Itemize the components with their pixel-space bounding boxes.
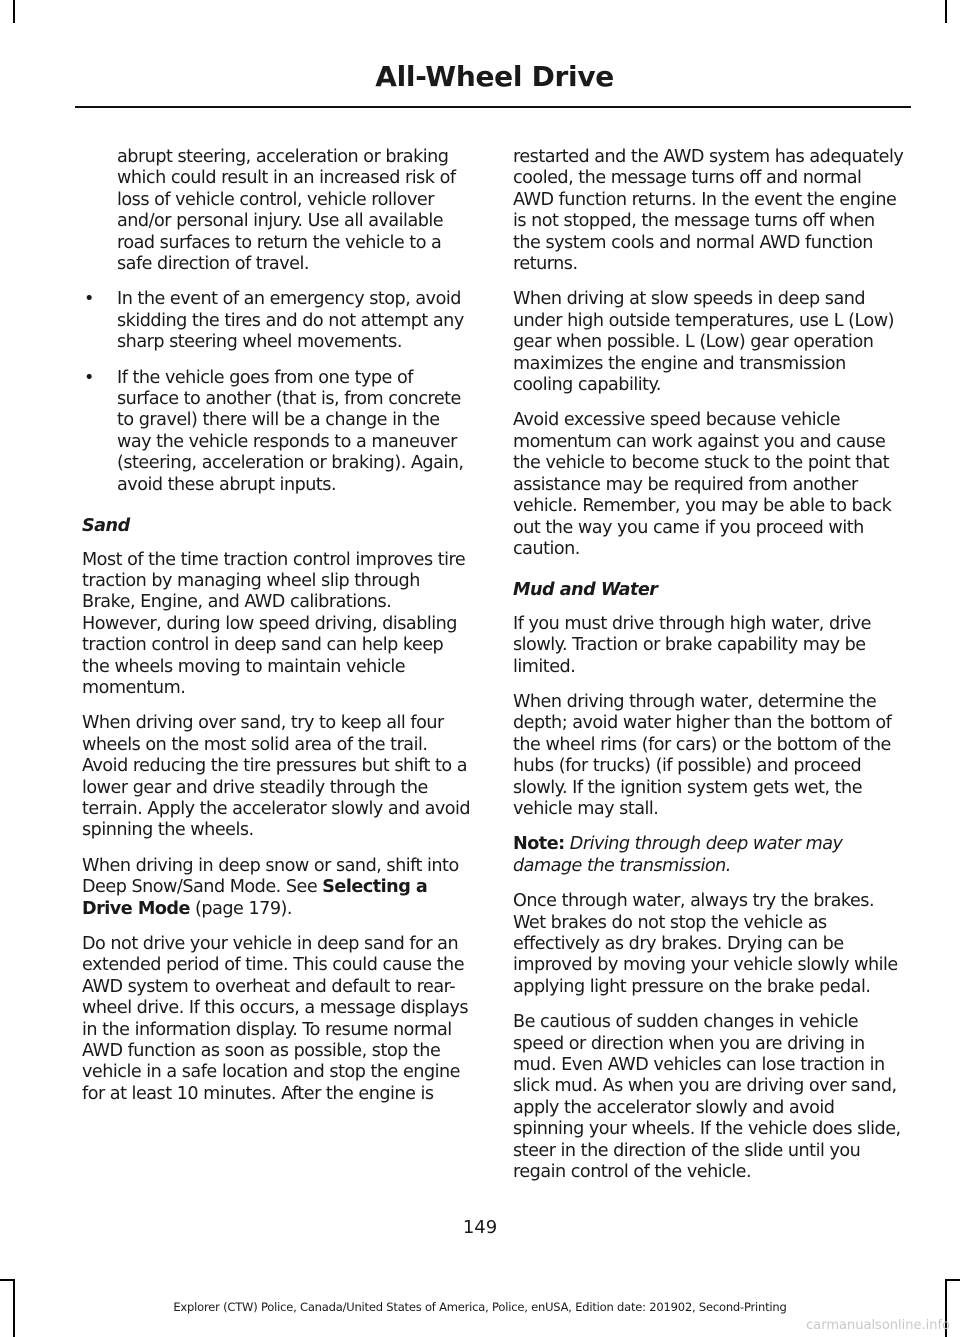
paragraph: If you must drive through high water, drive slowly. Traction or brake capability may be limited. bbox=[513, 613, 871, 677]
page-number: 149 bbox=[462, 1217, 498, 1238]
section-heading-mud-and-water: Mud and Water bbox=[513, 580, 658, 601]
footer-edition-info: Explorer (CTW) Police, Canada/United States of America, Police, enUSA, Edition date: 201902, Second-Printing bbox=[173, 1300, 787, 1314]
paragraph: Most of the time traction control improves tire traction by managing wheel slip through Brake, Engine, and AWD calibrations. However, during low speed driving, disabling traction control in deep sand can help keep the wheels moving to maintain vehicle momentum. bbox=[82, 549, 466, 698]
paragraph-with-reference bbox=[82, 856, 474, 920]
continued-paragraph: restarted and the AWD system has adequately cooled, the message turns off and normal AWD function returns. In the event the engine is not stopped, the message turns off when the system cools and normal AWD function returns. bbox=[513, 147, 904, 275]
note bbox=[513, 834, 905, 877]
bullet-icon: • bbox=[84, 367, 94, 388]
bullet-text: If the vehicle goes from one type of surface to another (that is, from concrete to gravel) there will be a change in the way the vehicle responds to a maneuver (steering, acceleration or braking). Again, avoid these abrupt inputs. bbox=[117, 367, 464, 495]
paragraph: When driving at slow speeds in deep sand under high outside temperatures, use L (Low) gear when possible. L (Low) gear operation maximizes the engine and transmission cooling capability. bbox=[513, 289, 894, 396]
header-divider bbox=[75, 106, 911, 108]
paragraph: Be cautious of sudden changes in vehicle speed or direction when you are driving in mud. Even AWD vehicles can lose traction in slick mud. As when you are driving over sand, apply the accelerator slowly and avoid spinning your wheels. If the vehicle does slide, steer in the direction of the slide until you regain control of the vehicle. bbox=[513, 1012, 901, 1183]
paragraph: When driving through water, determine the depth; avoid water higher than the bottom of the wheel rims (for cars) or the bottom of the hubs (for trucks) (if possible) and proceed slowly. If the ignition system gets wet, the vehicle may stall. bbox=[513, 691, 892, 819]
continued-paragraph: abrupt steering, acceleration or braking which could result in an increased risk of loss of vehicle control, vehicle rollover and/or personal injury. Use all available road surfaces to return the vehicle to a safe direction of travel. bbox=[117, 147, 456, 275]
cross-reference-link[interactable]: Selecting a Drive Mode bbox=[82, 877, 428, 919]
note-text: Driving through deep water may damage the transmission. bbox=[513, 834, 843, 876]
watermark: carmanualsonline.info bbox=[806, 1318, 950, 1333]
crop-mark-bottom-left-horizontal bbox=[0, 1279, 15, 1281]
section-heading-sand: Sand bbox=[82, 516, 130, 537]
crop-mark-top-right-vertical bbox=[945, 0, 947, 23]
page-title: All-Wheel Drive bbox=[375, 60, 614, 93]
paragraph: Avoid excessive speed because vehicle momentum can work against you and cause the vehicle to become stuck to the point that assistance may be required from another vehicle. Remember, you may be able to back out the way you came if you proceed with caution. bbox=[513, 410, 892, 559]
bullet-icon: • bbox=[84, 289, 94, 310]
right-column bbox=[513, 147, 905, 1197]
paragraph: Do not drive your vehicle in deep sand for an extended period of time. This could cause the AWD system to overheat and default to rear-wheel drive. If this occurs, a message displays in the information display. To resume normal AWD function as soon as possible, stop the vehicle in a safe location and stop the engine for at least 10 minutes. After the engine is bbox=[82, 934, 469, 1104]
left-column bbox=[82, 147, 474, 1119]
crop-mark-bottom-right-horizontal bbox=[945, 1279, 960, 1281]
paragraph: When driving over sand, try to keep all four wheels on the most solid area of the trail. Avoid reducing the tire pressures but shift to a lower gear and drive steadily through the terrain. Apply the accelerator slowly and avoid spinning the wheels. bbox=[82, 713, 471, 841]
bullet-text: In the event of an emergency stop, avoid skidding the tires and do not attempt any sharp steering wheel movements. bbox=[117, 289, 464, 353]
bullet-item bbox=[82, 368, 474, 496]
crop-mark-top-left-vertical bbox=[13, 0, 15, 23]
page-reference: (page 179). bbox=[189, 898, 292, 919]
note-label: Note: bbox=[513, 834, 565, 855]
bullet-item bbox=[82, 289, 474, 353]
paragraph-text: When driving in deep snow or sand, shift into Deep Snow/Sand Mode. See bbox=[82, 855, 459, 898]
paragraph: Once through water, always try the brakes. Wet brakes do not stop the vehicle as effectively as dry brakes. Drying can be improved by moving your vehicle slowly while applying light pressure on the brake pedal. bbox=[513, 891, 898, 997]
